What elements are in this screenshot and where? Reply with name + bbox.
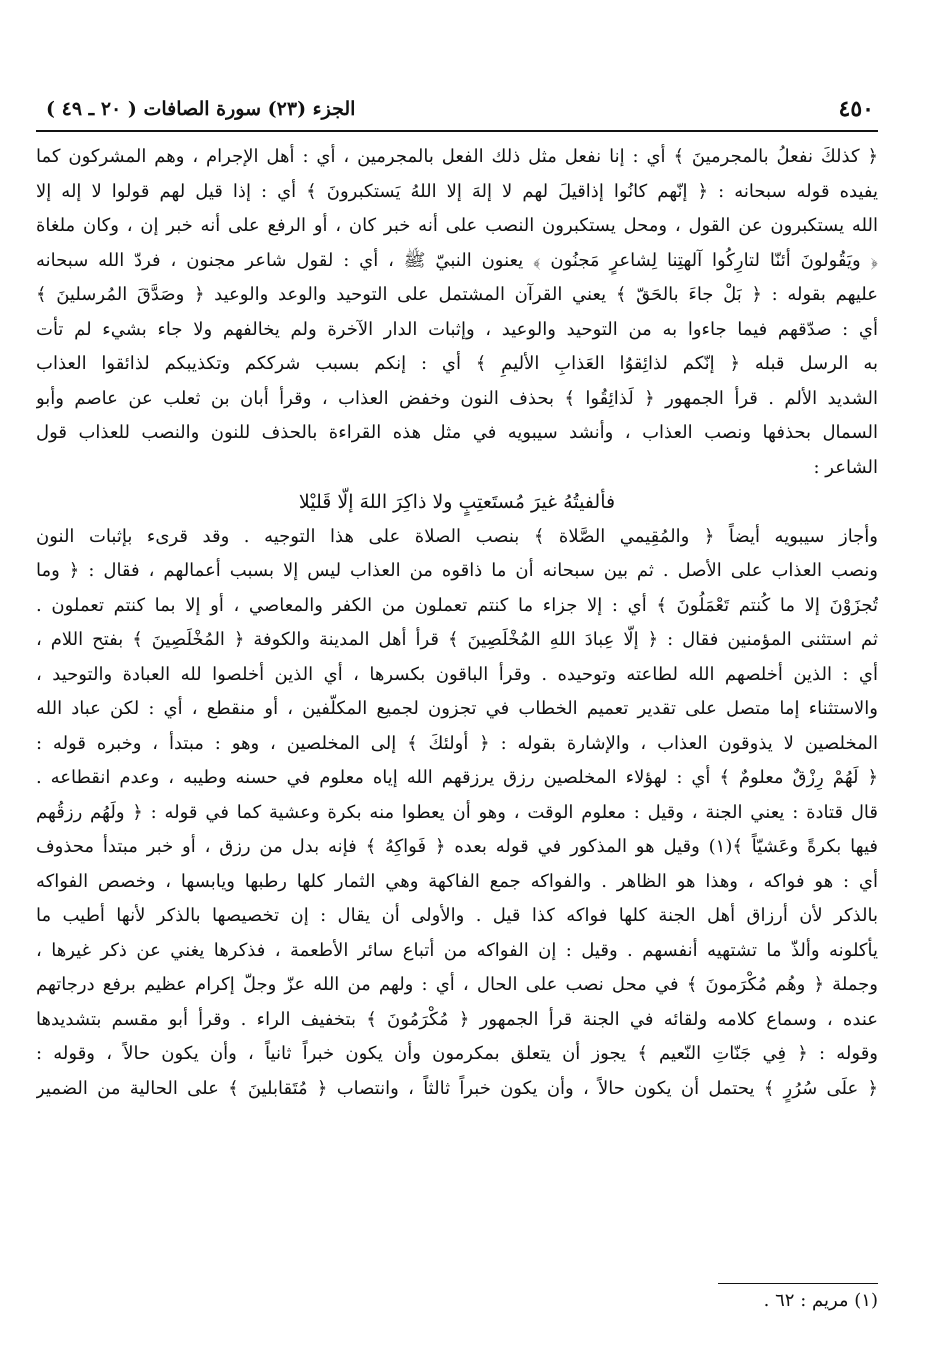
text-line-4: ﴿ ويَقُولونَ أئنّا لتارِكُوا آلهتِنا لِشاعرٍ مَجنُون ﴾ يعنون النبيّ ﷺ ، أي : لقول شاعر مجنون ، فردّ الله سبحانه xyxy=(36,249,878,271)
text-line-25: وجملة ﴿ وهُم مُكْرَمونَ ﴾ في محل نصب على الحال ، أي : ولهم من الله عزّ وجلّ إكرام عظيم برفع درجاتهم xyxy=(36,974,878,995)
text-line-2: يفيده قوله سبحانه : ﴿ إنّهم كانُوا إذاقيلَ لهم لا إلهَ إلا اللهُ يَستكبرونَ ﴾ أي : إذا قيل لهم قولوا لا إله إلا xyxy=(36,180,878,202)
body-text xyxy=(36,140,878,1106)
text-line-6: أي : صدّقهم فيما جاءوا به من التوحيد والوعيد ، وإثبات الدار الآخرة ولم يخالفهم ولا جاء بشيء لم تأت xyxy=(36,318,878,340)
text-line-3: الله يستكبرون عن القول ، ومحل يستكبرون النصب على أنه خبر كان ، أو الرفع على أنه خبر إن ، وكان ملغاة xyxy=(36,215,878,236)
text-line-9: السمال بحذفها ونصب العذاب ، وأنشد سيبويه في مثل هذه القراءة بالحذف للنون والنصب للعذاب قول xyxy=(36,422,878,443)
text-line-20: قال قتادة : يعني الجنة ، وقيل : معلوم الوقت ، وهو أن يعطوا منه بكرة وعشية كما في قوله : ﴿ ولَهُم رزقُهم xyxy=(36,801,878,823)
text-line-21: فيها بكرةً وعَشيّاً ﴾(١) وقيل هو المذكور في قوله بعده ﴿ فَواكِهُ ﴾ فإنه بدل من رزق ، أو خبر مبتدأ محذوف xyxy=(36,836,878,857)
text-line-16: أي : الذين أخلصهم الله لطاعته وتوحيده . وقرأ الباقون بكسرها ، أي الذين أخلصوا لله العبادة والتوحيد ، xyxy=(36,663,878,685)
text-line-17: والاستثناء إما متصل على تقدير تعميم الخطاب في تجزون لجميع المكلّفين ، أو منقطع ، أي : لكن عباد الله xyxy=(36,698,878,719)
text-line-8: الشديد الألم . قرأ الجمهور ﴿ لَذائِقُوا ﴾ بحذف النون وخفض العذاب ، وقرأ أبان بن ثعلب عن عاصم وأبو xyxy=(36,387,878,409)
text-line-24: يأكلونه وألذّ ما تشتهيه أنفسهم . وقيل : إن الفواكه من أتباع سائر الأطعمة ، فذكرها يغني عن ذكر غيرها ، xyxy=(36,939,878,961)
text-line-12: وأجاز سيبويه أيضاً ﴿ والمُقِيمي الصَّلاة ﴾ بنصب الصلاة على هذا التوجيه . وقد قرىء بإثبات النون xyxy=(36,525,878,547)
text-line-13: ونصب العذاب على الأصل . ثم بين سبحانه أن ما ذاقوه من العذاب ليس إلا بسبب أعمالهم ، فقال : ﴿ وما xyxy=(36,560,878,581)
header-rule xyxy=(36,130,878,132)
text-line-19: ﴿ لَهُمْ رِزْقٌ معلومٌ ﴾ أي : لهؤلاء المخلصين رزق يرزقهم الله إياه معلوم في حسنه وطيبه ، وعدم انقطاعه . xyxy=(36,767,878,788)
text-line-7: به الرسل قبله ﴿ إنّكم لذائِقوُا العَذابِ الأليمِ ﴾ أي : إنكم بسبب شرككم وتكذيبكم لذائقوا العذاب xyxy=(36,353,878,374)
footnote-rule xyxy=(718,1283,878,1284)
text-line-14: تُجزَوْنَ إلا ما كُنتم تَعْمَلُونَ ﴾ أي : إلا جزاء ما كنتم تعملون من الكفر والمعاصي ، أو إلا بما كنتم تعملون . xyxy=(36,594,878,616)
text-line-1: ﴿ كذلكَ نفعلُ بالمجرمينَ ﴾ أي : إنا نفعل مثل ذلك الفعل بالمجرمين ، أي : أهل الإجرام ، وهم المشركون كما xyxy=(36,146,878,167)
text-line-22: أي : هو فواكه ، وهذا هو الظاهر . والفواكه جمع الفاكهة وهي الثمار كلها رطبها ويابسها ، وخصص الفواكه xyxy=(36,870,878,892)
text-line-18: المخلصين لا يذوقون العذاب ، والإشارة بقوله : ﴿ أولئكَ ﴾ إلى المخلصين ، وهو : مبتدأ ، وخبره قوله : xyxy=(36,732,878,754)
text-line-10: الشاعر : xyxy=(813,456,878,478)
poetry-verse: فألفيتُهُ غيرَ مُستَعتِبٍ ولا ذاكِرَ اللهَ إلّا قَليْلا xyxy=(298,491,616,513)
text-line-23: بالذكر لأن أرزاق أهل الجنة كلها فواكه كذا قيل . والأولى أن يقال : إن تخصيصها بالذكر لأنها أطيب ما xyxy=(36,905,878,926)
footnote: (١) مريم : ٦٢ . xyxy=(763,1290,878,1311)
text-line-26: عنده ، وسماع كلامه ولقائه في الجنة قرأ الجمهور ﴿ مُكْرَمُونَ ﴾ بتخفيف الراء . وقرأ أبو مقسم بتشديدها xyxy=(36,1008,878,1030)
text-line-27: وقوله : ﴿ فِي جَنّاتِ النّعيم ﴾ يجوز أن يتعلق بمكرمون وأن يكون خبراً ثانياً ، وأن يكون حالاً ، وقوله : xyxy=(36,1043,878,1064)
text-line-5: عليهم بقوله : ﴿ بَلْ جاءَ بالحَقّ ﴾ يعني القرآن المشتمل على التوحيد والوعد والوعيد ﴿ وصَدَّقَ المُرسلينَ ﴾ xyxy=(36,284,878,305)
text-line-15: ثم استثنى المؤمنين فقال : ﴿ إلّا عِبادَ اللهِ المُخْلَصِينَ ﴾ قرأ أهل المدينة والكوفة ﴿ المُخْلَصِينَ ﴾ بفتح اللام ، xyxy=(36,629,878,650)
page-number: ٤٥٠ xyxy=(838,96,874,122)
page-header xyxy=(36,94,878,128)
running-title: الجزء (٢٣) سورة الصافات ( ٢٠ ـ ٤٩ ) xyxy=(46,98,356,120)
text-line-28: ﴿ علَى سُرُرٍ ﴾ يحتمل أن يكون حالاً ، وأن يكون خبراً ثالثاً ، وانتصاب ﴿ مُتَقابلينَ ﴾ على الحالية من الضمير xyxy=(36,1077,878,1099)
